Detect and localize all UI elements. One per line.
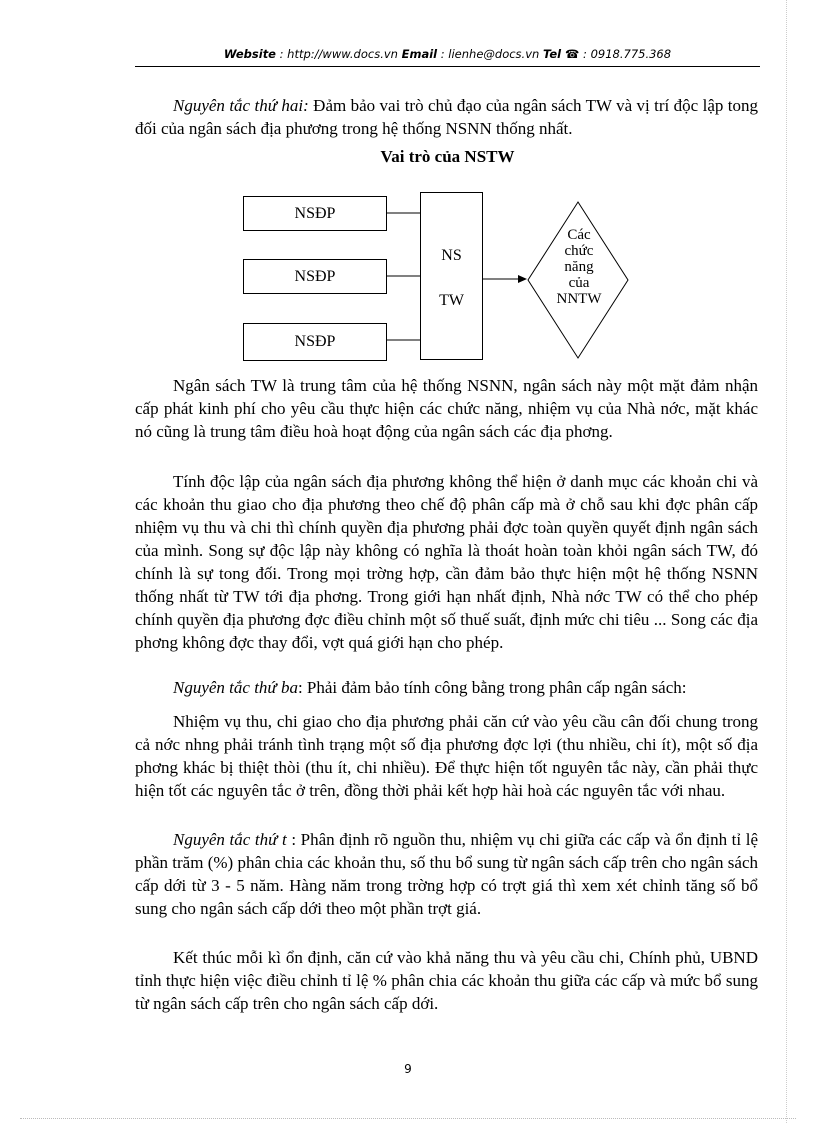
page-number: 9 bbox=[404, 1062, 412, 1076]
ns-tw-line-2: TW bbox=[439, 292, 464, 309]
email-address[interactable]: : lienhe@docs.vn bbox=[437, 47, 543, 61]
principle-3-text: : Phải đảm bảo tính công bằng trong phân cấp ngân sách: bbox=[297, 678, 687, 697]
principle-4-lead: Nguyên tắc thứ t bbox=[173, 830, 287, 849]
page-header bbox=[135, 47, 760, 61]
bottom-border bbox=[20, 1118, 796, 1119]
diamond-label bbox=[538, 227, 620, 307]
paragraph-principle-2 bbox=[135, 94, 758, 140]
principle-2-lead: Nguyên tắc thứ hai: bbox=[173, 96, 309, 115]
diamond-line-3: năng bbox=[564, 259, 594, 275]
paragraph-nstw-center: Ngân sách TW là trung tâm của hệ thống NSNN, ngân sách này một mặt đảm nhận cấp phát kinh phí cho yêu cầu thực hiện các chức năng, nhiệm vụ của Nhà nớc, mặt khác nó cũng là trung tâm điều hoà hoạt động của ngân sách các địa phơng. bbox=[135, 376, 758, 441]
website-label: Website bbox=[223, 47, 276, 61]
principle-3-lead: Nguyên tắc thứ ba bbox=[173, 678, 298, 697]
paragraph-principle-3 bbox=[135, 676, 758, 699]
diamond-line-2: chức bbox=[564, 243, 594, 259]
tel-number: : 0918.775.368 bbox=[579, 47, 672, 61]
paragraph-stability-end: Kết thúc mỗi kì ổn định, căn cứ vào khả năng thu và yêu cầu chi, Chính phủ, UBND tỉnh thực hiện việc điều chỉnh tỉ lệ % phân chia các khoản thu giữa các cấp và mức bổ sung từ ngân sách cấp trên cho ngân sách cấp dới. bbox=[135, 948, 758, 1013]
ns-tw-box bbox=[420, 192, 483, 360]
paragraph-fairness: Nhiệm vụ thu, chi giao cho địa phương phải căn cứ vào yêu cầu cân đối chung trong cả nớc nhng phải tránh tình trạng một số địa phương đợc lợi (thu nhiều, chi ít), một số địa phơng khác bị thiệt thòi (thu ít, chi nhiều). Để thực hiện tốt nguyên tắc này, cần phải thực hiện tốt các nguyên tắc ở trên, đồng thời phải kết hợp hài hoà các nguyên tắc với nhau. bbox=[135, 712, 758, 800]
paragraph-local-independence: Tính độc lập của ngân sách địa phương không thể hiện ở danh mục các khoản chi và các khoản thu giao cho địa phương theo chế độ phân cấp mà ở chỗ sau khi đợc phân cấp nhiệm vụ thu và chi thì chính quyền địa phương phải đợc toàn quyền quyết định ngân sách của mình. Song sự độc lập này không có nghĩa là thoát hoàn toàn khỏi ngân sách TW, đó chính là sự tong đối. Trong mọi trờng hợp, cần đảm bảo thực hiện một hệ thống NSNN thống nhất từ TW tới địa phơng. Trong giới hạn nhất định, Nhà nớc TW có thể cho phép chính quyền địa phương đợc điều chỉnh một số thuế suất, định mức chi tiêu ... Song các địa phơng không đợc thay đổi, vợt quá giới hạn cho phép. bbox=[135, 472, 758, 652]
header-divider bbox=[135, 66, 760, 67]
principle-4-text: : Phân định rõ nguồn thu, nhiệm vụ chi giữa các cấp và ổn định tỉ lệ phần trăm (%) phân chia các khoản thu, số thu bổ sung từ ngân sách cấp trên cho ngân sách cấp dới từ 3 - 5 năm. Hàng năm trong trờng hợp có trợt giá thì xem xét chỉnh tăng số bổ sung cho ngân sách cấp dới theo một phần trợt giá. bbox=[135, 830, 758, 918]
email-label: Email bbox=[401, 47, 438, 61]
paragraph-principle-4 bbox=[135, 828, 758, 920]
figure-title: Vai trò của NSTW bbox=[380, 147, 515, 166]
principle-2-text: Đảm bảo vai trò chủ đạo của ngân sách TW và vị trí độc lập tong đối của ngân sách địa phương trong hệ thống NSNN thống nhất. bbox=[135, 96, 759, 138]
nsdp-box-3: NSĐP bbox=[243, 323, 387, 361]
diamond-line-5: NNTW bbox=[556, 291, 602, 307]
diamond-line-1: Các bbox=[567, 227, 591, 243]
nsdp-box-2: NSĐP bbox=[243, 259, 387, 294]
website-url[interactable]: : http://www.docs.vn bbox=[276, 47, 402, 61]
diamond-line-4: của bbox=[568, 275, 590, 291]
arrow-head bbox=[518, 275, 527, 283]
ns-tw-line-1: NS bbox=[441, 247, 462, 264]
right-border bbox=[786, 0, 787, 1123]
nsdp-box-1: NSĐP bbox=[243, 196, 387, 231]
tel-label: Tel ☎ bbox=[542, 47, 580, 61]
